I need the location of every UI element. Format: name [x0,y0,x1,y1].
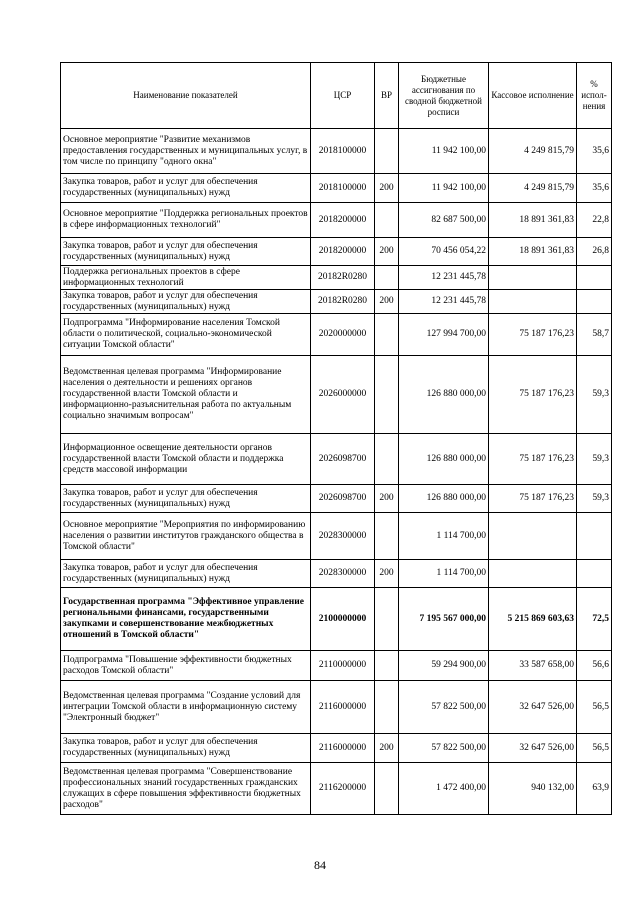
table-row [61,651,612,681]
row-cash: 18 891 361,83 [489,203,577,238]
row-csr: 2110000000 [311,651,375,681]
row-cash: 940 132,00 [489,763,577,815]
row-name: Информационное освещение деятельности органов государственной власти Томской области и поддержка средств массовой информации [61,434,311,485]
row-cash: 4 249 815,79 [489,129,577,174]
table-row [61,734,612,763]
row-budget: 126 880 000,00 [399,356,489,434]
table-row [61,560,612,588]
row-csr: 2028300000 [311,560,375,588]
row-budget: 57 822 500,00 [399,734,489,763]
row-budget: 1 114 700,00 [399,560,489,588]
row-pct: 56,5 [577,734,612,763]
row-budget: 7 195 567 000,00 [399,588,489,651]
table-row [61,513,612,560]
table-row [61,314,612,356]
row-name: Подпрограмма "Информирование населения Томской области о политической, социально-экономической ситуации Томской области" [61,314,311,356]
row-cash: 32 647 526,00 [489,734,577,763]
row-csr: 20182R0280 [311,290,375,314]
row-name: Ведомственная целевая программа "Создание условий для интеграции Томской области в информационную систему "Электронный бюджет" [61,681,311,734]
row-name: Подпрограмма "Повышение эффективности бюджетных расходов Томской области" [61,651,311,681]
table-row [61,290,612,314]
table-row [61,203,612,238]
row-cash [489,290,577,314]
row-budget: 126 880 000,00 [399,485,489,513]
row-cash [489,513,577,560]
row-pct: 59,3 [577,434,612,485]
row-csr: 20182R0280 [311,266,375,290]
header-pct: % испол-нения [577,63,612,129]
row-csr: 2018200000 [311,203,375,238]
row-name: Закупка товаров, работ и услуг для обеспечения государственных (муниципальных) нужд [61,485,311,513]
row-cash: 75 187 176,23 [489,434,577,485]
table-row-program [61,588,612,651]
row-name: Государственная программа "Эффективное управление региональными финансами, государственными закупками и совершенствование межбюджетных отношений в Томской области" [61,588,311,651]
table-row [61,238,612,266]
row-pct: 63,9 [577,763,612,815]
row-csr: 2018100000 [311,129,375,174]
row-cash [489,560,577,588]
row-name: Закупка товаров, работ и услуг для обеспечения государственных (муниципальных) нужд [61,174,311,203]
row-vr [375,651,399,681]
table-row [61,681,612,734]
header-cash: Кассовое исполнение [489,63,577,129]
row-pct [577,513,612,560]
row-vr: 200 [375,238,399,266]
row-vr: 200 [375,734,399,763]
row-cash: 33 587 658,00 [489,651,577,681]
row-cash: 75 187 176,23 [489,356,577,434]
row-pct: 58,7 [577,314,612,356]
row-vr [375,681,399,734]
row-name: Основное мероприятие "Развитие механизмов предоставления государственных и муниципальных услуг, в том числе по принципу "одного окна" [61,129,311,174]
row-csr: 2116000000 [311,734,375,763]
row-cash: 5 215 869 603,63 [489,588,577,651]
row-budget: 82 687 500,00 [399,203,489,238]
header-vr: ВР [375,63,399,129]
row-csr: 2028300000 [311,513,375,560]
row-cash [489,266,577,290]
row-pct: 56,5 [577,681,612,734]
row-pct: 22,8 [577,203,612,238]
row-name: Закупка товаров, работ и услуг для обеспечения государственных (муниципальных) нужд [61,290,311,314]
row-cash: 75 187 176,23 [489,314,577,356]
row-csr: 2018200000 [311,238,375,266]
row-name: Закупка товаров, работ и услуг для обеспечения государственных (муниципальных) нужд [61,734,311,763]
row-vr [375,314,399,356]
row-budget: 126 880 000,00 [399,434,489,485]
row-budget: 127 994 700,00 [399,314,489,356]
row-name: Закупка товаров, работ и услуг для обеспечения государственных (муниципальных) нужд [61,560,311,588]
row-csr: 2020000000 [311,314,375,356]
row-budget: 1 472 400,00 [399,763,489,815]
row-budget: 70 456 054,22 [399,238,489,266]
row-csr: 2026000000 [311,356,375,434]
table-row [61,434,612,485]
table-row [61,763,612,815]
row-cash: 75 187 176,23 [489,485,577,513]
page-number: 84 [314,858,326,872]
row-pct: 35,6 [577,174,612,203]
row-vr: 200 [375,290,399,314]
row-vr: 200 [375,485,399,513]
table-row [61,129,612,174]
row-csr: 2116200000 [311,763,375,815]
row-pct: 26,8 [577,238,612,266]
row-pct [577,266,612,290]
row-pct [577,560,612,588]
header-csr: ЦСР [311,63,375,129]
row-budget: 12 231 445,78 [399,266,489,290]
row-csr: 2026098700 [311,434,375,485]
row-csr: 2100000000 [311,588,375,651]
row-vr [375,434,399,485]
row-vr [375,203,399,238]
table-row [61,356,612,434]
row-pct: 35,6 [577,129,612,174]
table-row [61,485,612,513]
row-name: Основное мероприятие "Поддержка региональных проектов в сфере информационных технологий" [61,203,311,238]
row-vr [375,588,399,651]
row-vr [375,513,399,560]
row-vr: 200 [375,174,399,203]
table-header-row [61,63,612,129]
row-csr: 2026098700 [311,485,375,513]
table-row [61,174,612,203]
row-budget: 59 294 900,00 [399,651,489,681]
row-cash: 18 891 361,83 [489,238,577,266]
row-vr [375,763,399,815]
row-cash: 4 249 815,79 [489,174,577,203]
row-pct: 72,5 [577,588,612,651]
row-pct [577,290,612,314]
row-budget: 11 942 100,00 [399,174,489,203]
header-name: Наименование показателей [61,63,311,129]
row-vr: 200 [375,560,399,588]
row-pct: 59,3 [577,356,612,434]
row-budget: 1 114 700,00 [399,513,489,560]
row-budget: 57 822 500,00 [399,681,489,734]
row-pct: 56,6 [577,651,612,681]
row-vr [375,129,399,174]
row-budget: 11 942 100,00 [399,129,489,174]
row-name: Поддержка региональных проектов в сфере информационных технологий [61,266,311,290]
table-row [61,266,612,290]
row-name: Закупка товаров, работ и услуг для обеспечения государственных (муниципальных) нужд [61,238,311,266]
row-cash: 32 647 526,00 [489,681,577,734]
row-name: Основное мероприятие "Мероприятия по информированию населения о развитии институтов гражданского общества в Томской области" [61,513,311,560]
row-vr [375,356,399,434]
row-budget: 12 231 445,78 [399,290,489,314]
row-name: Ведомственная целевая программа "Совершенствование профессиональных знаний государственных гражданских служащих в сфере повышения эффективности бюджетных расходов" [61,763,311,815]
row-csr: 2018100000 [311,174,375,203]
row-name: Ведомственная целевая программа "Информирование населения о деятельности и решениях органов государственной власти Томской области и информационно-разъяснительная работа по актуальным социально значимым вопросам" [61,356,311,434]
row-pct: 59,3 [577,485,612,513]
row-vr [375,266,399,290]
budget-table [60,62,612,815]
header-budget: Бюджетные ассигнования по сводной бюджетной росписи [399,63,489,129]
row-csr: 2116000000 [311,681,375,734]
